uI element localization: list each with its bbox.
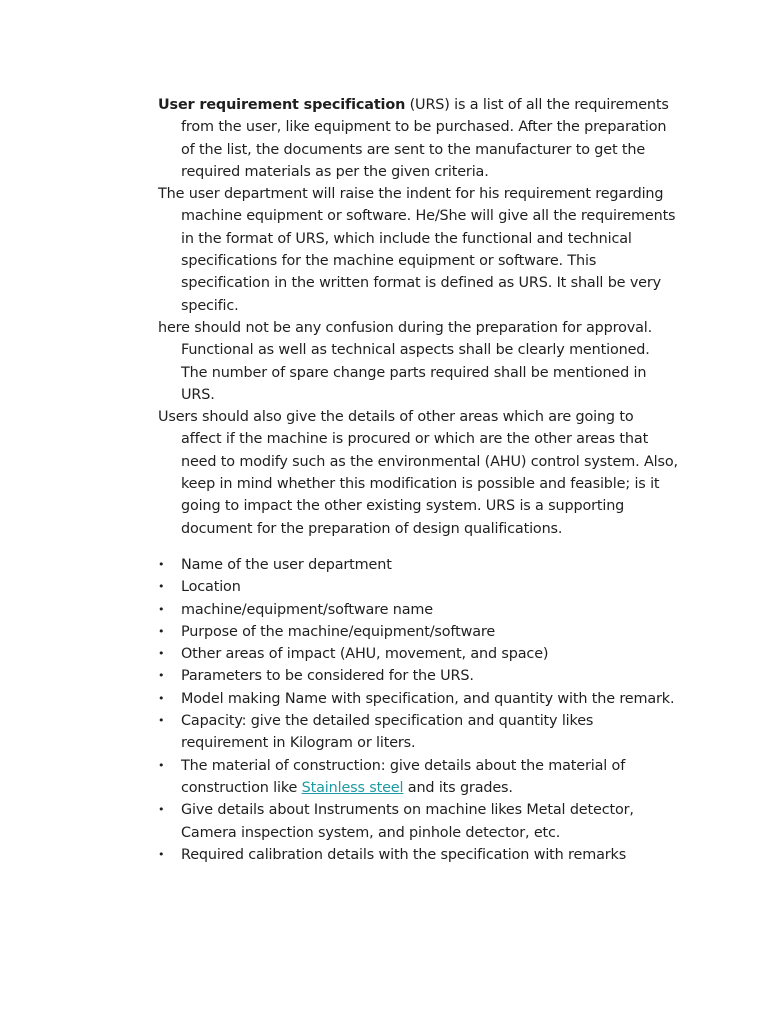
list-item: • Give details about Instruments on machine likes Metal detector, Camera inspection system, and pinhole detector, etc.	[158, 799, 678, 844]
bullet-icon: •	[158, 758, 165, 772]
paragraph-approval: here should not be any confusion during the preparation for approval. Functional as well as technical aspects shall be clearly mentioned. The number of spare change parts required shall be mentioned in URS.	[158, 319, 653, 403]
paragraph-user-department: The user department will raise the indent for his requirement regarding machine equipment or software. He/She will give all the requirements in the format of URS, which include the functional and technical specifications for the machine equipment or software. This specification in the written format is defined as URS. It shall be very specific.	[158, 186, 676, 314]
paragraph-other-areas: Users should also give the details of other areas which are going to affect if the machine is procured or which are the other areas that need to modify such as the environmental (AHU) control system. Also, keep in mind whether this modification is possible and feasible; is it going to impact the other existing system. URS is a supporting document for the preparation of design qualifications.	[158, 409, 678, 537]
requirements-list	[158, 554, 678, 866]
bullet-icon: •	[158, 669, 165, 683]
bullet-icon: •	[158, 602, 165, 616]
term-urs: User requirement specification	[158, 97, 406, 113]
list-item: • Model making Name with specification, and quantity with the remark.	[158, 688, 678, 710]
list-item: • The material of construction: give details about the material of construction like Stainless steel and its grades.	[158, 755, 678, 800]
bullet-icon: •	[158, 580, 165, 594]
bullet-icon: •	[158, 714, 165, 728]
list-item: • Purpose of the machine/equipment/software	[158, 621, 678, 643]
bullet-icon: •	[158, 624, 165, 638]
list-item: • machine/equipment/software name	[158, 599, 678, 621]
paragraph-urs-definition	[158, 94, 678, 183]
paragraph-text: (URS) is a list of all the requirements from the user, like equipment to be purchased. After the preparation of the list, the documents are sent to the manufacturer to get the required materials as per the given criteria.	[181, 97, 669, 180]
list-item: • Required calibration details with the specification with remarks	[158, 844, 678, 866]
bullet-icon: •	[158, 557, 165, 571]
bullet-icon: •	[158, 803, 165, 817]
document-body	[158, 94, 678, 866]
list-item: • Location	[158, 576, 678, 598]
bullet-icon: •	[158, 647, 165, 661]
bullet-icon: •	[158, 691, 165, 705]
stainless-steel-link[interactable]: Stainless steel	[301, 779, 404, 796]
list-item: • Name of the user department	[158, 554, 678, 576]
list-item: • Capacity: give the detailed specification and quantity likes requirement in Kilogram or liters.	[158, 710, 678, 755]
bullet-icon: •	[158, 847, 165, 861]
list-item: • Parameters to be considered for the URS.	[158, 665, 678, 687]
list-item: • Other areas of impact (AHU, movement, and space)	[158, 643, 678, 665]
